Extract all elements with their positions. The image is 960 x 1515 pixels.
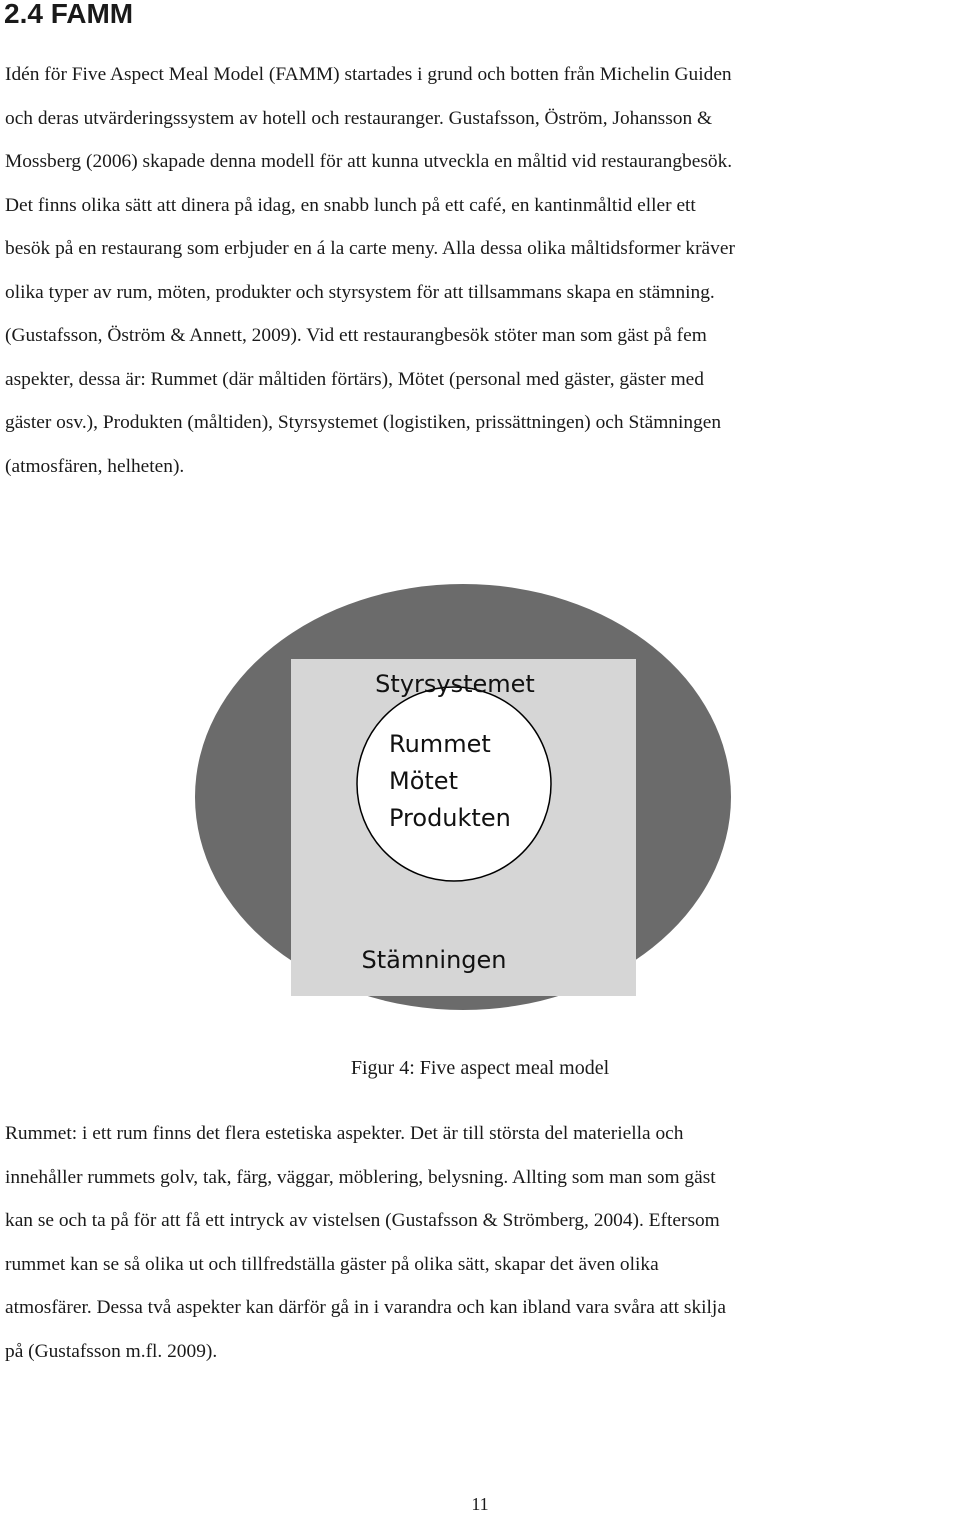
- paragraph-line: och deras utvärderingssystem av hotell och restauranger. Gustafsson, Öström, Johansson &: [5, 107, 713, 129]
- paragraph-line: Idén för Five Aspect Meal Model (FAMM) startades i grund och botten från Michelin Guiden: [5, 64, 732, 85]
- rummet-paragraph: [5, 1112, 960, 1373]
- paragraph-line: kan se och ta på för att få ett intryck av vistelsen (Gustafsson & Strömberg, 2004). Eftersom: [5, 1210, 720, 1231]
- motet-label: Mötet: [389, 767, 458, 795]
- intro-paragraph: [5, 53, 960, 488]
- paragraph-line: rummet kan se så olika ut och tillfredställa gäster på olika sätt, skapar det även olika: [5, 1253, 659, 1275]
- paragraph-line: besök på en restaurang som erbjuder en á la carte meny. Alla dessa olika måltidsformer kräver: [5, 238, 735, 259]
- paragraph-line: gäster osv.), Produkten (måltiden), Styrsystemet (logistiken, prissättningen) och Stämningen: [5, 412, 722, 433]
- styrsystemet-label: Styrsystemet: [375, 670, 535, 698]
- page-number: 11: [471, 1494, 489, 1514]
- paragraph-line: atmosfärer. Dessa två aspekter kan därför gå in i varandra och kan ibland vara svåra att skilja: [5, 1297, 726, 1318]
- section-heading: 2.4 FAMM: [4, 0, 134, 29]
- paragraph-line: innehåller rummets golv, tak, färg, väggar, möblering, belysning. Allting som man som gäst: [5, 1166, 716, 1188]
- rummet-label: Rummet: [389, 730, 491, 758]
- paragraph-line: olika typer av rum, möten, produkter och styrsystem för att tillsammans skapa en stämning.: [5, 281, 715, 303]
- famm-diagram: [0, 580, 960, 1020]
- paragraph-line: Mossberg (2006) skapade denna modell för att kunna utveckla en måltid vid restaurangbesök.: [5, 151, 733, 172]
- paragraph-line: Det finns olika sätt att dinera på idag, en snabb lunch på ett café, en kantinmåltid eller ett: [5, 194, 696, 216]
- paragraph-line: (Gustafsson, Öström & Annett, 2009). Vid ett restaurangbesök stöter man som gäst på fem: [5, 325, 707, 346]
- paragraph-line: Rummet: i ett rum finns det flera estetiska aspekter. Det är till största del materiella och: [5, 1123, 684, 1144]
- figure-caption: Figur 4: Five aspect meal model: [350, 1057, 610, 1079]
- paragraph-line: aspekter, dessa är: Rummet (där måltiden förtärs), Mötet (personal med gäster, gäster med: [5, 368, 704, 390]
- paragraph-line: på (Gustafsson m.fl. 2009).: [5, 1340, 218, 1362]
- produkten-label: Produkten: [389, 804, 511, 832]
- stamningen-label: Stämningen: [361, 946, 507, 974]
- paragraph-line: (atmosfären, helheten).: [5, 455, 185, 477]
